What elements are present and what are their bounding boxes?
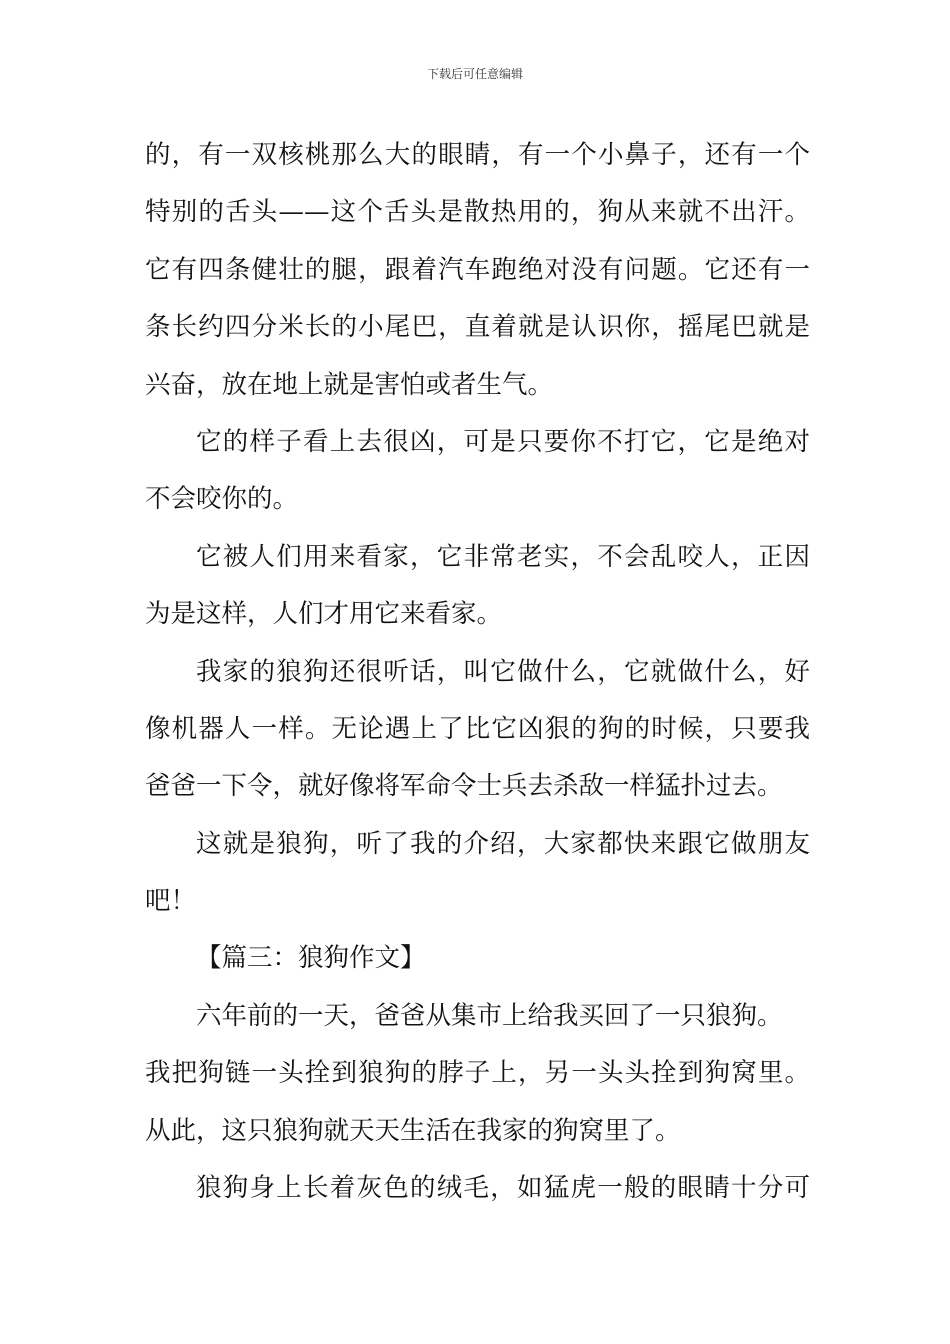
text-line: 我把狗链一头拴到狼狗的脖子上，另一头头拴到狗窝里。 <box>145 1058 810 1089</box>
section-heading: 【篇三：狼狗作文】 <box>196 943 426 974</box>
paragraph-first-line: 这就是狼狗，听了我的介绍，大家都快来跟它做朋友 <box>196 828 810 859</box>
text-line: 为是这样，人们才用它来看家。 <box>145 599 503 630</box>
text-line: 兴奋，放在地上就是害怕或者生气。 <box>145 369 554 400</box>
text-line: 条长约四分米长的小尾巴，直着就是认识你，摇尾巴就是 <box>145 312 810 343</box>
text-line: 爸爸一下令，就好像将军命令士兵去杀敌一样猛扑过去。 <box>145 771 783 802</box>
paragraph-first-line: 狼狗身上长着灰色的绒毛，如猛虎一般的眼睛十分可 <box>196 1173 810 1204</box>
document-body <box>145 127 810 1217</box>
page-header: 下载后可任意编辑 <box>426 67 523 81</box>
text-line: 的，有一双核桃那么大的眼睛，有一个小鼻子，还有一个 <box>145 140 810 170</box>
text-line: 像机器人一样。无论遇上了比它凶狠的狗的时候，只要我 <box>145 713 810 744</box>
paragraph-first-line: 我家的狼狗还很听话，叫它做什么，它就做什么，好 <box>196 656 810 687</box>
text-line: 不会咬你的。 <box>145 484 299 515</box>
text-line: 它有四条健壮的腿，跟着汽车跑绝对没有问题。它还有一 <box>145 254 810 285</box>
paragraph-first-line: 六年前的一天，爸爸从集市上给我买回了一只狼狗。 <box>196 1000 783 1031</box>
text-line: 吧！ <box>145 886 197 917</box>
paragraph-first-line: 它的样子看上去很凶，可是只要你不打它，它是绝对 <box>196 426 810 457</box>
text-line: 特别的舌头——这个舌头是散热用的，狗从来就不出汗。 <box>145 197 810 228</box>
paragraph-first-line: 它被人们用来看家，它非常老实，不会乱咬人，正因 <box>196 541 810 572</box>
text-line: 从此，这只狼狗就天天生活在我家的狗窝里了。 <box>145 1115 681 1146</box>
